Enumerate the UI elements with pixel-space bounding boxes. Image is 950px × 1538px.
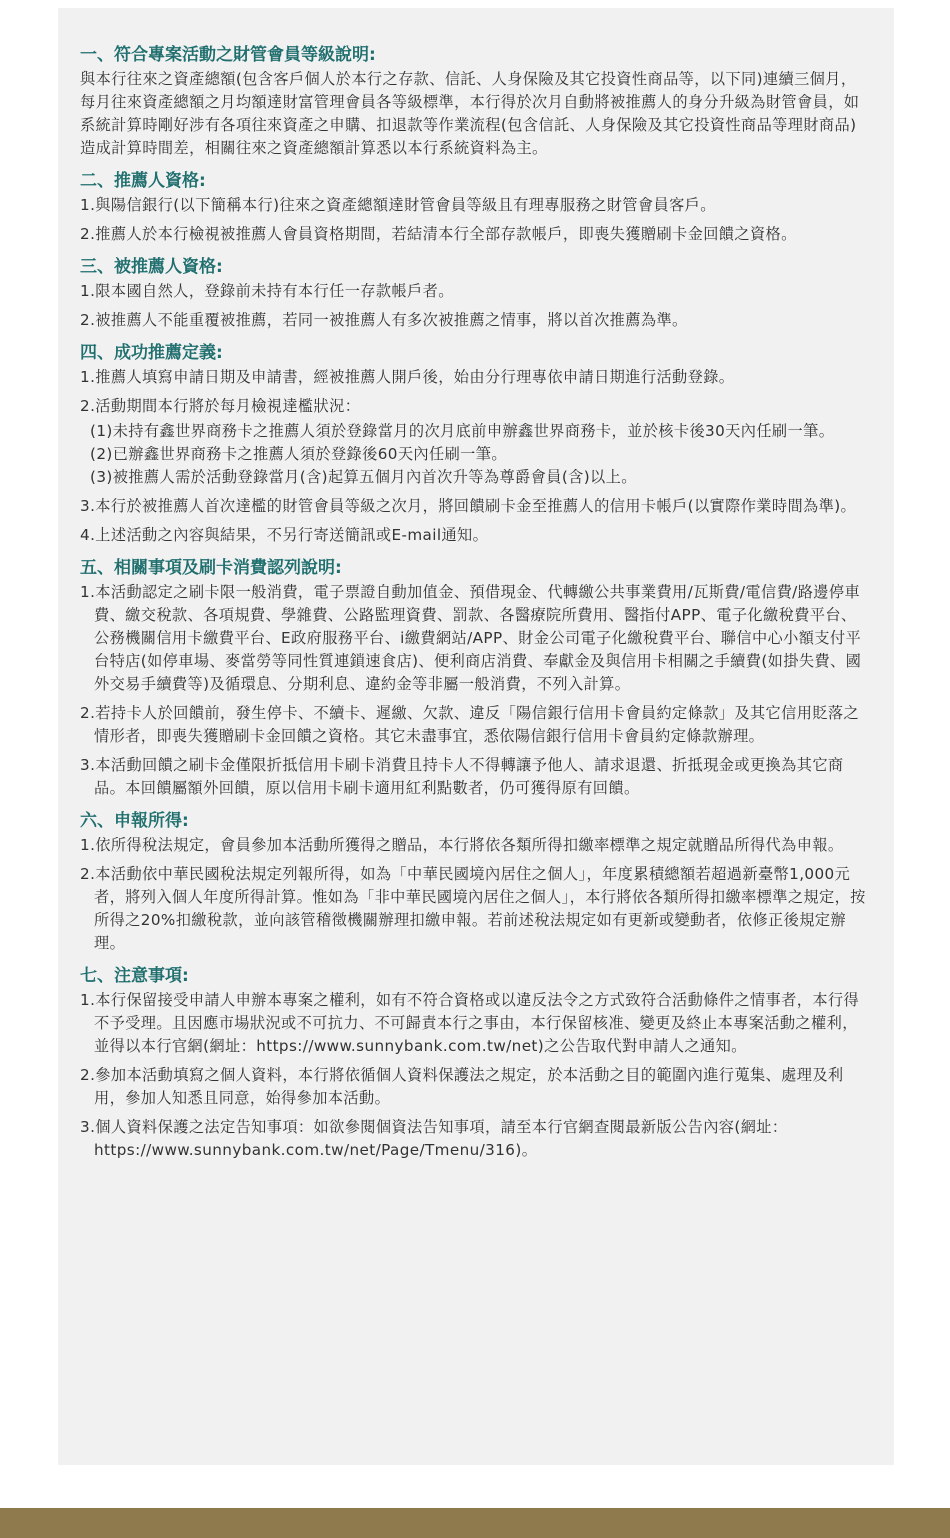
section-title: 五、相關事項及刷卡消費認列說明:: [80, 558, 342, 578]
section-title: 七、注意事項:: [80, 966, 189, 986]
section-notes: [80, 965, 872, 1162]
sub-list: [80, 420, 872, 489]
list-item: 2.推薦人於本行檢視被推薦人會員資格期間，若結清本行全部存款帳戶，即喪失獲贈刷卡金回饋之資格。: [80, 225, 797, 243]
list-item: 2.被推薦人不能重覆被推薦，若同一被推薦人有多次被推薦之情事，將以首次推薦為準。: [80, 311, 688, 329]
footer-bar: [0, 1508, 950, 1538]
section-member-level: [80, 44, 872, 160]
sub-item: (1)未持有鑫世界商務卡之推薦人須於登錄當月的次月底前申辦鑫世界商務卡，並於核卡後30天內任刷一筆。: [90, 422, 835, 440]
list-item: 1.依所得稅法規定，會員參加本活動所獲得之贈品，本行將依各類所得扣繳率標準之規定就贈品所得代為申報。: [80, 836, 844, 854]
list-item: 2.活動期間本行將於每月檢視達檻狀況：: [80, 397, 361, 415]
section-referee-eligibility: [80, 256, 872, 332]
list-item: 2.若持卡人於回饋前，發生停卡、不續卡、遲繳、欠款、違反「陽信銀行信用卡會員約定條款」及其它信用貶落之情形者，即喪失獲贈刷卡金回饋之資格。其它未盡事宜，悉依陽信銀行信用卡會員約定條款辦理。: [80, 704, 860, 745]
section-title: 一、符合專案活動之財管會員等級說明:: [80, 45, 376, 65]
section-referrer-eligibility: [80, 170, 872, 246]
list-item: 3.本行於被推薦人首次達檻的財管會員等級之次月，將回饋刷卡金至推薦人的信用卡帳戶(以實際作業時間為準)。: [80, 497, 857, 515]
list-item: 1.推薦人填寫申請日期及申請書，經被推薦人開戶後，始由分行理專依申請日期進行活動登錄。: [80, 368, 735, 386]
list-item: 1.限本國自然人，登錄前未持有本行任一存款帳戶者。: [80, 282, 454, 300]
list-item: 1.本行保留接受申請人申辦本專案之權利，如有不符合資格或以違反法令之方式致符合活動條件之情事者，本行得不予受理。且因應市場狀況或不可抗力、不可歸責本行之事由，本行保留核准、變更及終止本專案活動之權利，並得以本行官網(網址：https://www.sunnybank.com.tw/net)之公告取代對申請人之通知。: [80, 991, 860, 1055]
terms-panel: [58, 8, 894, 1465]
list-item: 3.個人資料保護之法定告知事項：如欲參閱個資法告知事項，請至本行官網查閱最新版公告內容(網址：https://www.sunnybank.com.tw/net/Page/Tmenu/316)。: [80, 1118, 788, 1159]
list-item: 4.上述活動之內容與結果，不另行寄送簡訊或E-mail通知。: [80, 526, 489, 544]
section-title: 三、被推薦人資格:: [80, 257, 223, 277]
section-spending-rules: [80, 557, 872, 800]
section-paragraph: 與本行往來之資產總額(包含客戶個人於本行之存款、信託、人身保險及其它投資性商品等，以下同)連續三個月，每月往來資產總額之月均額達財富管理會員各等級標準，本行得於次月自動將被推薦人的身分升級為財管會員，如系統計算時剛好涉有各項往來資產之申購、扣退款等作業流程(包含信託、人身保險及其它投資性商品等理財商品)造成計算時間差，相關往來之資產總額計算悉以本行系統資料為主。: [80, 70, 860, 157]
list-item: 2.參加本活動填寫之個人資料，本行將依循個人資料保護法之規定，於本活動之目的範圍內進行蒐集、處理及利用，參加人知悉且同意，始得參加本活動。: [80, 1066, 844, 1107]
list-item: 2.本活動依中華民國稅法規定列報所得，如為「中華民國境內居住之個人」，年度累積總額若超過新臺幣1,000元者，將列入個人年度所得計算。惟如為「非中華民國境內居住之個人」，本行將依各類所得扣繳率標準之規定，按所得之20%扣繳稅款，並向該管稽徵機關辦理扣繳申報。若前述稅法規定如有更新或變動者，依修正後規定辦理。: [80, 865, 866, 952]
section-title: 四、成功推薦定義:: [80, 343, 223, 363]
section-title: 六、申報所得:: [80, 811, 189, 831]
section-title: 二、推薦人資格:: [80, 171, 206, 191]
sub-item: (3)被推薦人需於活動登錄當月(含)起算五個月內首次升等為尊爵會員(含)以上。: [90, 468, 637, 486]
list-item: 3.本活動回饋之刷卡金僅限折抵信用卡刷卡消費且持卡人不得轉讓予他人、請求退還、折抵現金或更換為其它商品。本回饋屬額外回饋，原以信用卡刷卡適用紅利點數者，仍可獲得原有回饋。: [80, 756, 844, 797]
list-item: 1.與陽信銀行(以下簡稱本行)往來之資產總額達財管會員等級且有理專服務之財管會員客戶。: [80, 196, 716, 214]
sub-item: (2)已辦鑫世界商務卡之推薦人須於登錄後60天內任刷一筆。: [90, 445, 507, 463]
section-success-definition: [80, 342, 872, 547]
list-item: 1.本活動認定之刷卡限一般消費，電子票證自動加值金、預借現金、代轉繳公共事業費用/瓦斯費/電信費/路邊停車費、繳交稅款、各項規費、學雜費、公路監理資費、罰款、各醫療院所費用、醫指付APP、電子化繳稅費平台、公務機關信用卡繳費平台、E政府服務平台、i繳費網站/APP、財金公司電子化繳稅費平台、聯信中心小額支付平台特店(如停車場、麥當勞等同性質連鎖速食店)、便利商店消費、奉獻金及與信用卡相關之手續費(如掛失費、國外交易手續費等)及循環息、分期利息、違約金等非屬一般消費，不列入計算。: [80, 583, 862, 693]
section-income-reporting: [80, 810, 872, 955]
